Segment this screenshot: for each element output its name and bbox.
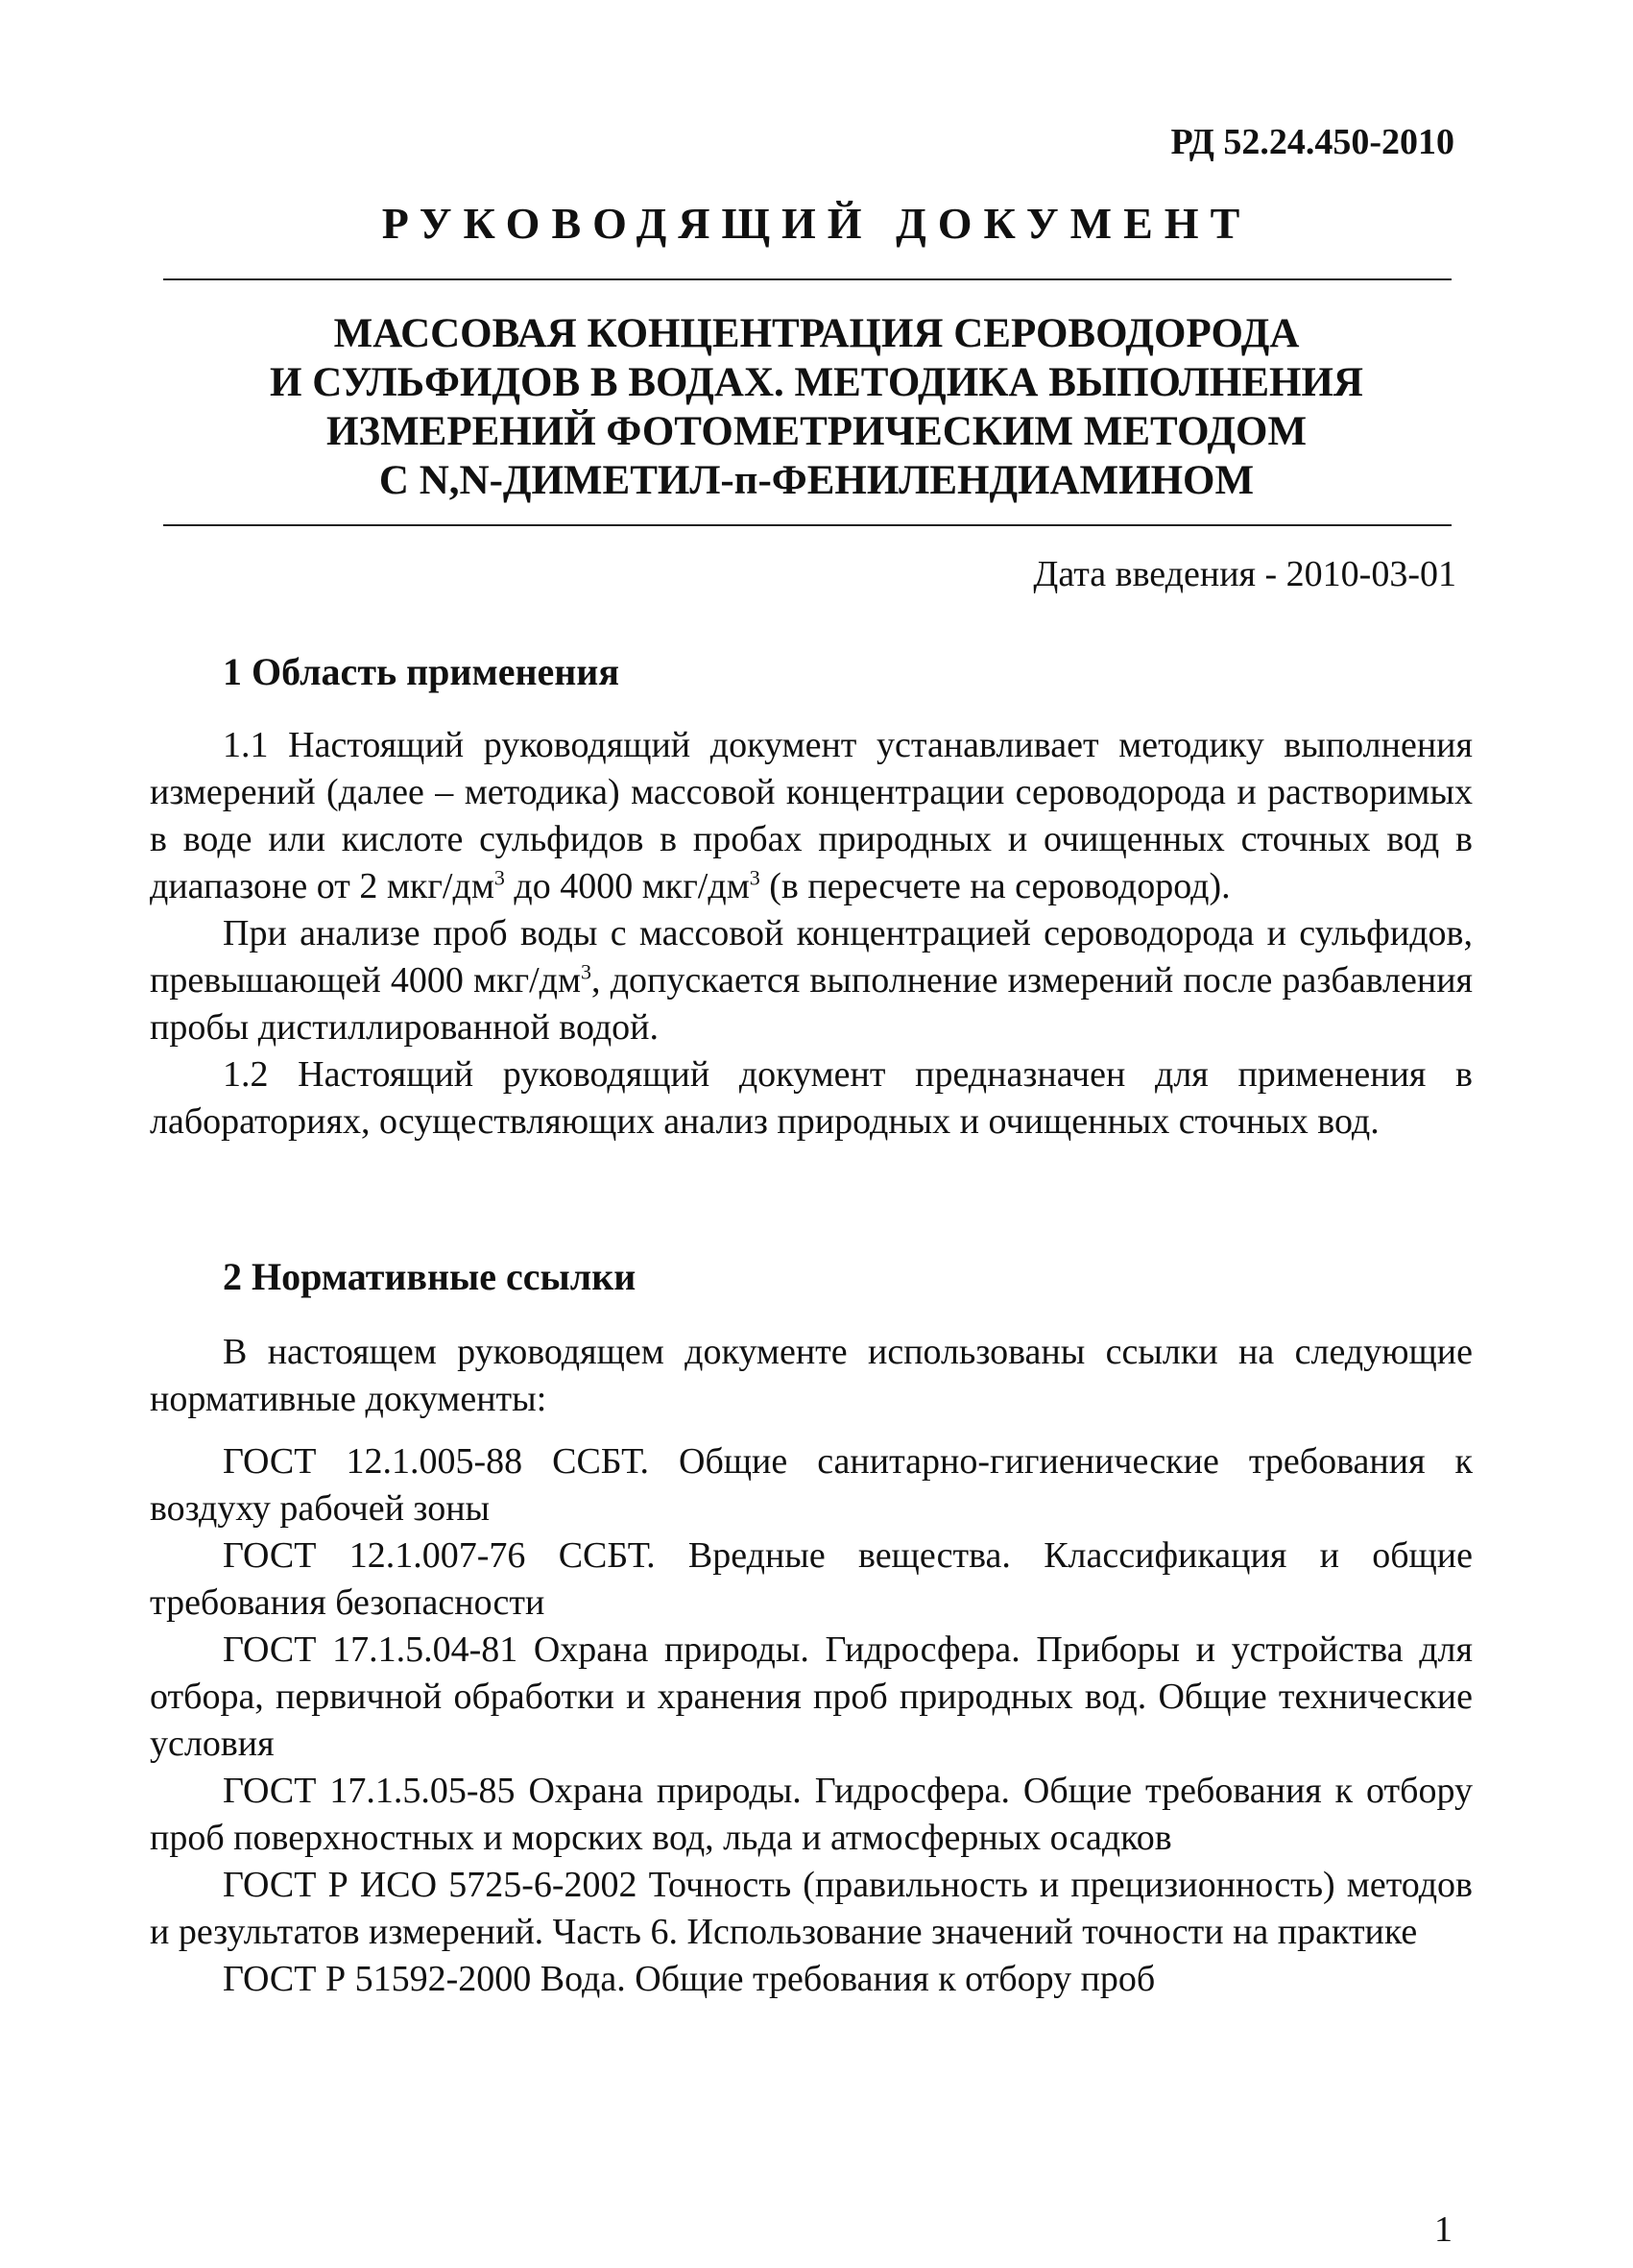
reference-item: ГОСТ 12.1.007-76 ССБТ. Вредные вещества. Классификация и общие требования безопасности [150, 1535, 1473, 1623]
page-number: 1 [1434, 2209, 1453, 2250]
title-line: МАССОВАЯ КОНЦЕНТРАЦИЯ СЕРОВОДОРОДА [333, 311, 1300, 356]
document-type: РУКОВОДЯЩИЙ ДОКУМЕНТ [381, 199, 1252, 248]
paragraph-1-1: 1.1 Настоящий руководящий документ устанавливает методику выполнения измерений (далее – методика) массовой концентрации сероводорода и растворимых в воде или кислоте сульфидов в пробах природных и очищенных сточных вод в диапазоне от 2 мкг/$дм^3$ до 4000 мкг/$дм^3$ (в пересчете на сероводород). [150, 725, 1473, 906]
section-2-body [150, 1329, 1473, 2003]
reference-item: ГОСТ 12.1.005-88 ССБТ. Общие санитарно-гигиенические требования к воздуху рабочей зоны [150, 1441, 1473, 1529]
paragraph-1-2: 1.2 Настоящий руководящий документ предназначен для применения в лабораториях, осуществляющих анализ природных и очищенных сточных вод. [150, 1054, 1473, 1142]
reference-item: ГОСТ 17.1.5.05-85 Охрана природы. Гидросфера. Общие требования к отбору проб поверхностных и морских вод, льда и атмосферных осадков [150, 1771, 1473, 1858]
introduction-date: Дата введения - 2010-03-01 [1033, 554, 1456, 594]
paragraph-1-1-note: При анализе проб воды с массовой концентрацией сероводорода и сульфидов, превышающей 4000 мкг/$дм^3$, допускается выполнение измерений после разбавления пробы дистиллированной водой. [150, 913, 1474, 1048]
reference-item: ГОСТ Р 51592-2000 Вода. Общие требования к отбору проб [223, 1959, 1156, 1999]
document-title [125, 309, 1508, 505]
section-1-heading: 1 Область применения [223, 650, 619, 693]
document-number: РД 52.24.450-2010 [1170, 122, 1454, 162]
reference-item: ГОСТ 17.1.5.04-81 Охрана природы. Гидросфера. Приборы и устройства для отбора, первичной обработки и хранения проб природных вод. Общие технические условия [150, 1629, 1473, 1764]
top-divider [163, 278, 1452, 280]
section-2-heading: 2 Нормативные ссылки [223, 1255, 636, 1298]
section-1-body [150, 722, 1473, 1146]
section-2-intro: В настоящем руководящем документе использованы ссылки на следующие нормативные документы: [150, 1332, 1473, 1419]
title-line: И СУЛЬФИДОВ В ВОДАХ. МЕТОДИКА ВЫПОЛНЕНИЯ [270, 360, 1363, 405]
bottom-divider [163, 524, 1452, 526]
title-line: С N,N-ДИМЕТИЛ-п-ФЕНИЛЕНДИАМИНОМ [378, 458, 1255, 503]
reference-item: ГОСТ Р ИСО 5725-6-2002 Точность (правильность и прецизионность) методов и результатов измерений. Часть 6. Использование значений точности на практике [150, 1865, 1473, 1952]
title-line: ИЗМЕРЕНИЙ ФОТОМЕТРИЧЕСКИМ МЕТОДОМ [325, 409, 1308, 454]
